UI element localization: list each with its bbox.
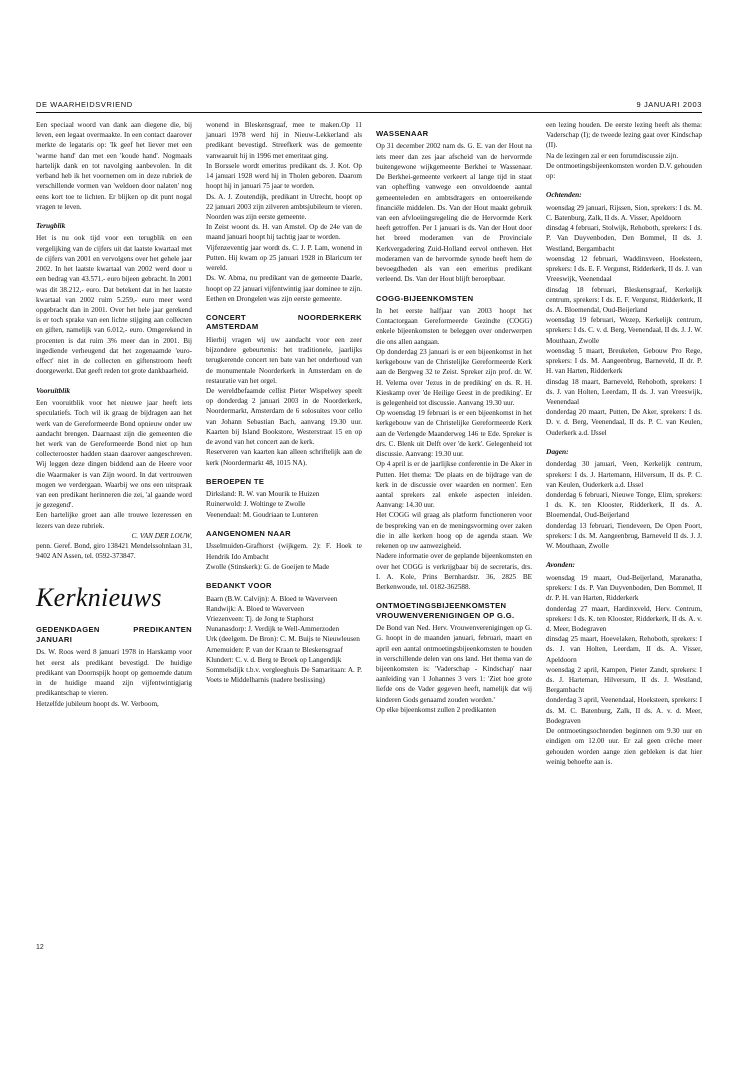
masthead-rule xyxy=(36,112,702,113)
paragraph: Het is nu ook tijd voor een terugblik en een vergelijking van de cijfers uit dat laatste kwartaal met de cijfers van 2001 en vervolgens over het gehele jaar 2002. In het laatste kwartaal van 2002 werd door u een bedrag van 43.571,- euro bijeen gebracht. In 2001 was dit 38.212,- euro. Dat betekent dat in het laatste kwartaal van 2002 ruim 5.259,- euro meer werd opgebracht dan in 2001. Over het hele jaar gerekend is er toch sprake van een lichte stijging aan collecten en giften, namelijk van 6.012,- euro. Omgerekend in procenten is dat ruim 3% meer dan in 2001. Bij ingediende verheugend dat het zogenaamde 'euro-effect' niet in de collecten en giftenstroom heeft doorgewerkt. Dat geeft reden tot grote dankbaarheid. xyxy=(36,234,192,376)
paragraph: De ontmoetingsochtenden beginnen om 9.30 uur en eindigen om 12.00 uur. Er zal geen crèche meer gehouden worden aange zien gebleken is dat hier weinig behoefte aan is. xyxy=(546,727,702,766)
paragraph: Ds. A. J. Zoutendijk, predikant in Utrecht, hoopt op 22 januari 2003 zijn zilveren ambtsjubileum te vieren. Noorden was zijn eerste gemeente. xyxy=(206,192,362,221)
paragraph: Zwolle (Stinskerk): G. de Goeijen te Made xyxy=(206,562,330,571)
paragraph: Ds. W. Abma, nu predikant van de gemeente Daarle, hoopt op 22 januari vijfentwintig jaar dominee te zijn. Eethen en Drongelen was zijn eerste gemeente. xyxy=(206,274,362,303)
issue-date: 9 JANUARI 2003 xyxy=(636,100,702,109)
masthead xyxy=(36,100,702,109)
section-heading: WASSENAAR xyxy=(376,129,429,138)
paragraph: De Bond van Ned. Herv. Vrouwenverenigingen op G. G. hoopt in de maanden januari, februari, maart en april een aantal ontmoetingsbijeenkomsten te houden in verschillende delen van ons land. Het thema van de bijeenkomsten is: 'Vaderschap - Kindschap' naar aanleiding van 1 Johannes 3 vers 1: 'Ziet hoe grote liefde ons de Vader gegeven heeft, namelijk dat wij kinderen Gods genaamd zouden worden.' xyxy=(376,624,532,704)
paragraph: woensdag 5 maart, Breukelen, Gebouw Pro Rege, sprekers: I ds. M. Aangeenbrug, Barneveld, II dr. P. H. van Harten, Ridderkerk xyxy=(546,346,702,376)
sub-heading: Dagen: xyxy=(546,446,569,456)
paragraph: donderdag 30 januari, Veen, Kerkelijk centrum, sprekers: I ds. J. Hartemann, Hilversum, II ds. P. C. van Keulen, Ouderkerk a.d. IJssel xyxy=(546,460,702,489)
author-signature: C. VAN DER LOUW, xyxy=(131,531,192,540)
section-heading: BEDANKT VOOR xyxy=(206,581,272,591)
section-heading: CONCERT NOORDERKERK AMSTERDAM xyxy=(206,312,362,332)
paragraph: Ruinerwold: J. Woltinge te Zwolle xyxy=(206,500,306,509)
paragraph: Op 31 december 2002 nam ds. G. E. van der Hout na iets meer dan zes jaar afscheid van de hervormde buitengewone wijkgemeente Berkhei te Wassenaar. De Berkhei-gemeente verkeert al lange tijd in staat van opheffing vanwege een onvoldoende aantal gemeenteleden en ambtsdragers en ontoereikende financiële middelen. Ds. Van der Hout maakt gebruik van een afvloeiingsregeling die de Hervormde Kerk heeft getroffen. Per 1 januari is ds. Van der Hout door het breed moderamen van de Provinciale Kerkvergadering Zuid-Holland eervol ontheven. Het moderamen van de hervormde synode heeft hem de bevoegdheden als van een emeritus predikant verleend. Ds. Van der Hout blijft beroepbaar. xyxy=(376,142,532,284)
paragraph: Veenendaal: M. Goudriaan te Lunteren xyxy=(206,510,318,519)
paragraph: woensdag 12 februari, Waddinxveen, Hoeksteen, sprekers: I ds. E. F. Vergunst, Ridderkerk, II ds. J. van Vreeswijk, Veenendaal xyxy=(546,254,702,284)
publication-name: DE WAARHEIDSVRIEND xyxy=(36,100,133,109)
paragraph: dinsdag 25 maart, Hoevelaken, Rehoboth, sprekers: I ds. J. van Holten, Leerdam, II ds. A. Visser, Apeldoorn xyxy=(546,635,702,664)
paragraph: donderdag 13 februari, Tiendeveen, De Open Poort, sprekers: I ds. M. Aangeenbrug, Barneveld II ds. J. J. W. Mouthaan, Zwolle xyxy=(546,521,702,551)
paragraph: Hierbij vragen wij uw aandacht voor een zeer bijzondere gebeurtenis: het traditionele, jaarlijks terugkerende concert ten bate van het onderhoud van de monumentale Noorderkerk in Amsterdam en de restauratie van het orgel. xyxy=(206,335,362,385)
paragraph: donderdag 20 maart, Putten, De Aker, sprekers: I ds. D. v. d. Berg, Veenendaal, II ds. P. C. van Keulen, Ouderkerk a.d. IJssel xyxy=(546,408,702,437)
paragraph: Urk (deelgem. De Bron): C. M. Buijs te Nieuwleusen xyxy=(206,635,360,644)
paragraph: Een speciaal woord van dank aan diegene die, bij leven, een legaat overmaakte. In een contact daarover merkte de legataris op: 'Ik geef het liever met een 'warme hand' dan met een 'koude hand'. Nogmaals hartelijk dank en tot navolging aanbevolen. In dit verband heb ik het voornemen om in deze rubriek de verschillende vormen van 'weldoen door nalaten' nog eens kort toe te lichten. Er blijken op dit punt nogal vragen te leven. xyxy=(36,121,192,211)
paragraph: woensdag 29 januari, Rijssen, Sion, sprekers: I ds. M. C. Batenburg, Zalk, II ds. A. Visser, Apeldoorn xyxy=(546,203,702,223)
paragraph: De ontmoetingsbijeenkomsten worden D.V. gehouden op: xyxy=(546,161,702,181)
paragraph: Nunanasdorp: J. Verdijk te Well-Ammerzoden xyxy=(206,625,340,634)
paragraph: Arnemuiden: P. van der Kraan te Bleskensgraaf xyxy=(206,645,343,654)
paragraph: Op woensdag 19 februari is er een bijeenkomst in het kerkgebouw van de Christelijke Gereformeerde Kerk aan de Verlengde Maanderweg 146 te Ede. Spreker is drs. C. Blenk uit Delft over 'de kerk'. Gelegenheid tot discussie. Aanvang: 19.30 uur. xyxy=(376,409,532,459)
paragraph: In het eerste halfjaar van 2003 hoopt het Contactorgaan Gereformeerde Gezindte (COGG) enkele bijeenkomsten te beleggen over onderwerpen die ons allen aangaan. xyxy=(376,307,532,346)
paragraph: In Borssele wordt emeritus predikant ds. J. Kot. Op 14 januari 1928 werd hij in Tholen geboren. Daarom hoopt hij in januari 75 jaar te worden. xyxy=(206,161,362,191)
paragraph: Ds. W. Roos werd 8 januari 1978 in Harskamp voor het eerst als predikant bevestigd. De huidige predikant van Doornspijk hoopt op gemoemde datum in de huidige maand zijn vijfentwintigjarig predikantschap te vieren. xyxy=(36,648,192,698)
paragraph: een lezing houden. De eerste lezing heeft als thema: Vaderschap (I); de tweede lezing gaat over Kindschap (II). xyxy=(546,121,702,150)
paragraph: Dirksland: R. W. van Mourik te Huizen xyxy=(206,490,320,499)
paragraph: donderdag 3 april, Veenendaal, Hoeksteen, sprekers: I ds. M. C. Batenburg, Zalk, II ds. A. v. d. Meer, Bodegraven xyxy=(546,696,702,725)
section-heading: COGG-BIJEENKOMSTEN xyxy=(376,293,474,303)
paragraph: woensdag 19 februari, Wezep, Kerkelijk centrum, sprekers: I ds. C. v. d. Berg, Veenendaal, II ds. J. J. W. Mouthaan, Zwolle xyxy=(546,316,702,345)
sub-heading: Terugblik xyxy=(36,220,66,230)
paragraph: Na de lezingen zal er een forumdiscussie zijn. xyxy=(546,151,679,160)
paragraph: Vijfenzeventig jaar wordt ds. C. J. P. Lam, wonend in Putten. Hij kwam op 25 januari 1928 in Blaricum ter wereld. xyxy=(206,243,362,273)
paragraph: woensdag 19 maart, Oud-Beijerland, Maranatha, sprekers: I ds. P. Van Duyvenboden, Den Bommel, II dr. P. H. van Harten, Ridderkerk xyxy=(546,573,702,603)
page-number: 12 xyxy=(36,944,44,951)
section-heading: AANGENOMEN NAAR xyxy=(206,528,291,538)
paragraph: De wereldbefaamde cellist Pieter Wispelwey speelt op donderdag 2 januari 2003 in de Noorderkerk, Noordermarkt, Amsterdam de 6 solosuites voor cello van Johann Sebastian Bach, aanvang 19.30 uur. Kaarten bij Island Bookstore, Westerstraat 15 en op de avond van het concert aan de kerk. xyxy=(206,387,362,447)
paragraph: Reserveren van kaarten kan alleen schriftelijk aan de kerk (Noordermarkt 48, 1015 NA). xyxy=(206,448,362,467)
sub-heading: Vooruitblik xyxy=(36,385,71,395)
paragraph: woensdag 2 april, Kampen, Pieter Zandt, sprekers: I ds. J. Harteman, Hilversum, II ds. J. Westland, Bergambacht xyxy=(546,665,702,695)
paragraph: Op elke bijeenkomst zullen 2 predikanten xyxy=(376,705,496,714)
section-heading: GEDENKDAGEN PREDIKANTEN JANUARI xyxy=(36,625,192,644)
paragraph: Het COGG wil graag als platform functioneren voor de bespreking van en de meningsvorming over zaken die in alle kerken hoog op de agenda staan. We rekenen op uw aanwezigheid. xyxy=(376,511,532,551)
column-1 xyxy=(36,120,192,940)
paragraph: Op 4 april is er de jaarlijkse conferentie in De Aker in Putten. Het thema: 'De plaats en de bijdrage van de kerk in de discussie over waarden en normen'. Een aantal sprekers zal enkele aspecten inleiden. Aanvang: 14.30 uur. xyxy=(376,460,532,510)
sub-heading: Ochtenden: xyxy=(546,190,582,200)
paragraph: Klundert: C. v. d. Berg te Broek op Langendijk xyxy=(206,655,342,664)
paragraph: dinsdag 18 maart, Barneveld, Rehoboth, sprekers: I ds. J. van Holten, Leerdam, II ds. J. van Vreeswijk, Veenendaal xyxy=(546,377,702,406)
paragraph: Hetzelfde jubileum hoopt ds. W. Verboom, xyxy=(36,699,159,708)
paragraph: donderdag 6 februari, Nieuwe Tonge, Elim, sprekers: I ds. K. ten Klooster, Ridderkerk, II ds. A. Bloemendal, Oud-Beijerland xyxy=(546,491,702,520)
paragraph: dinsdag 4 februari, Stolwijk, Rehoboth, sprekers: I ds. P. Van Duyvenboden, Den Bommel, II ds. J. Westland, Bergambacht xyxy=(546,224,702,253)
paragraph: Vriezenveen: Tj. de Jong te Staphorst xyxy=(206,614,314,623)
paragraph: Een vooruitblik voor het nieuwe jaar heeft iets speculatiefs. Toch wil ik graag de bijdragen aan het werk van de Gereformeerde Bond opnieuw onder uw aandacht brengen. Daarnaast zijn die gemeenten die het werk van de Gereformeerde Bond niet op hun collecterooster hadden staan daarover aangeschreven. Wij leggen deze dingen biddend aan de Heere voor die Waarmaker is van Zijn woord. In dat vertrouwen mogen we verdergaan. Waarbij we ons een uitspraak van een predikant herinneren die zei, 'al gaande word je gezegend'. xyxy=(36,399,192,510)
paragraph: penn. Geref. Bond, giro 138421 Mendelssohnlaan 31, 9402 AN Assen, tel. 0592-373847. xyxy=(36,542,192,561)
paragraph: Baarn (B.W. Calvijn): A. Bloed te Waverveen xyxy=(206,594,338,603)
article-columns xyxy=(36,120,702,940)
paragraph: Sommelsdijk t.b.v. vergleeghuis De Samaritaan: A. P. Voets te Middelharnis (nadere beslissing) xyxy=(206,666,362,685)
paragraph: Een hartelijke groet aan alle trouwe lezeressen en lezers van deze rubriek. xyxy=(36,511,192,530)
paragraph: IJsselmuiden-Grafhorst (wijkgem. 2): F. Hoek te Hendrik Ido Ambacht xyxy=(206,542,362,561)
paragraph: dinsdag 18 februari, Bleskensgraaf, Kerkelijk centrum, sprekers: I ds. E. F. Vergunst, Ridderkerk, II ds. A. Bloemendal, Oud-Beijerland xyxy=(546,285,702,315)
section-heading: ONTMOETINGSBIJEENKOMSTEN VROUWENVERENIGINGEN OP G.G. xyxy=(376,601,515,620)
column-2 xyxy=(206,120,362,940)
column-3 xyxy=(376,120,532,940)
section-heading: BEROEPEN TE xyxy=(206,476,265,486)
paragraph: Op donderdag 23 januari is er een bijeenkomst in het kerkgebouw van de Christelijke Gereformeerde Kerk aan de Bergweg 32 te Zeist. Spreker zijn prof. dr. W. H. Velema over 'Jezus in de prediking' en ds. R. H. Kieskamp over 'de Heilige Geest in de prediking'. Er is gelegenheid tot discussie. Aanvang 19.30 uur. xyxy=(376,347,532,407)
paragraph: donderdag 27 maart, Hardinxveld, Herv. Centrum, sprekers: I ds. K. ten Klooster, Ridderkerk, II ds. A. v. d. Meer, Bodegraven xyxy=(546,604,702,633)
sub-heading: Avonden: xyxy=(546,560,576,570)
column-4 xyxy=(546,120,702,940)
paragraph: Randwijk: A. Bloed te Waverveen xyxy=(206,604,305,613)
paragraph: wonend in Bleskensgraaf, mee te maken.Op 11 januari 1978 werd hij in Nieuw-Lekkerland als predikant bevestigd. Streefkerk was de gemeente vanwaaruit hij in 1996 met emeritaat ging. xyxy=(206,121,362,160)
paragraph: In Zeist woont ds. H. van Amstel. Op de 24e van de maand januari hoopt hij tachtig jaar te worden. xyxy=(206,223,362,242)
section-title: Kerknieuws xyxy=(36,582,162,612)
paragraph: Nadere informatie over de geplande bijeenkomsten en over het COGG is verkrijgbaar bij de secretaris, drs. I. A. Kole, Prins Bernhardstr. 36, 2825 BE Berkenwoude, tel. 0182-362588. xyxy=(376,552,532,591)
